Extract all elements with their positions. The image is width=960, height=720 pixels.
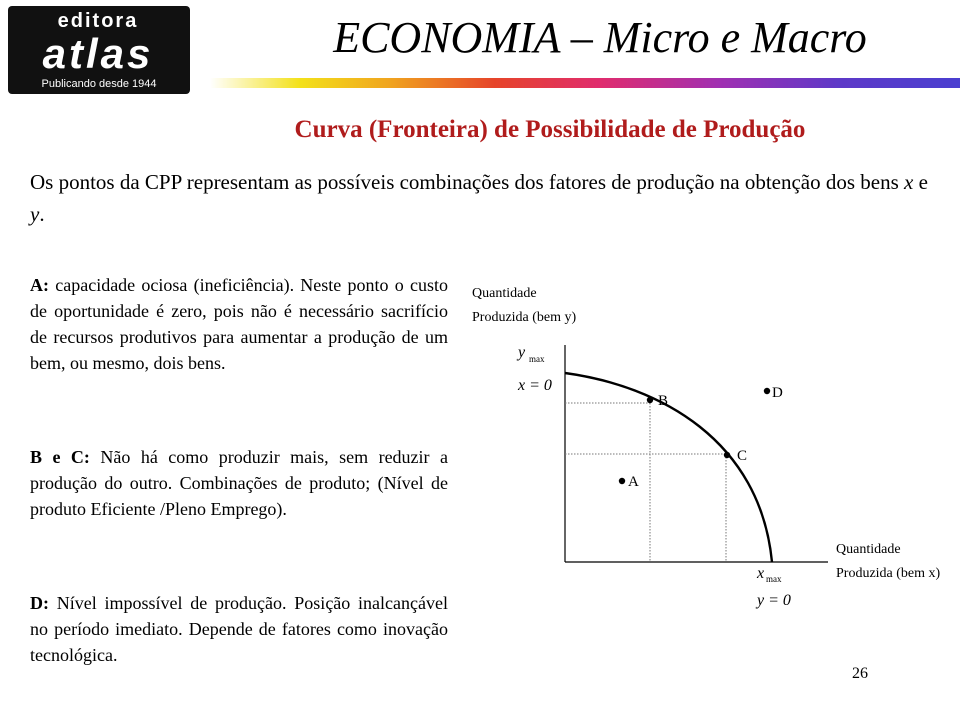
y-axis-label-line2: Produzida (bem y) <box>472 310 577 325</box>
ppf-curve <box>565 373 772 562</box>
ymax-subscript: max <box>529 354 545 364</box>
intro-var-y: y <box>30 202 40 226</box>
intro-var-x: x <box>904 170 914 194</box>
x-equals-zero-label: x = 0 <box>518 377 552 394</box>
slide-title: Curva (Fronteira) de Possibilidade de Produção <box>294 116 806 143</box>
logo-text-editora: editora <box>57 10 139 32</box>
explanation-text: capacidade ociosa (ineficiência). Neste ponto o custo de oportunidade é zero, pois não é necessário sacrifício de recursos produtivos para aumentar a produção de um bem, ou mesmo, dois bens. <box>30 275 448 373</box>
logo-tagline: Publicando desde 1944 <box>41 78 157 90</box>
point-c-label: C <box>737 448 748 464</box>
point-a-marker <box>619 478 625 484</box>
point-d-label: D <box>772 385 783 401</box>
point-a-label: A <box>628 474 639 490</box>
intro-mid: e <box>913 170 928 194</box>
intro-suffix: . <box>39 202 45 226</box>
presentation-title: ECONOMIA – Micro e Macro <box>333 13 867 62</box>
page-number: 26 <box>852 665 868 682</box>
point-c-marker <box>724 452 730 458</box>
point-b-marker <box>647 397 653 403</box>
ymax-label: y <box>518 344 526 361</box>
point-b-label: B <box>658 393 669 409</box>
guide-lines <box>565 403 726 562</box>
explanation-label: B e C: <box>30 447 90 467</box>
explanation-label: A: <box>30 275 49 295</box>
explanation-label: D: <box>30 593 49 613</box>
x-axis-label-line1: Quantidade <box>836 542 901 557</box>
explanation-text: Nível impossível de produção. Posição inalcançável no período imediato. Depende de fatores como inovação tecnológica. <box>30 593 448 665</box>
y-equals-zero-label: y = 0 <box>757 592 791 609</box>
xmax-subscript: max <box>766 574 782 584</box>
y-axis-label-line1: Quantidade <box>472 286 537 301</box>
x-axis-label-line2: Produzida (bem x) <box>836 566 941 581</box>
point-d-marker <box>764 388 770 394</box>
xmax-label: x <box>757 565 765 582</box>
intro-prefix: Os pontos da CPP representam as possíveis combinações dos fatores de produção na obtenção dos bens <box>30 170 905 194</box>
explanation-text: Não há como produzir mais, sem reduzir a produção do outro. Combinações de produto; (Nível de produto Eficiente /Pleno Emprego). <box>30 447 448 519</box>
logo-text-atlas: atlas <box>42 30 154 77</box>
